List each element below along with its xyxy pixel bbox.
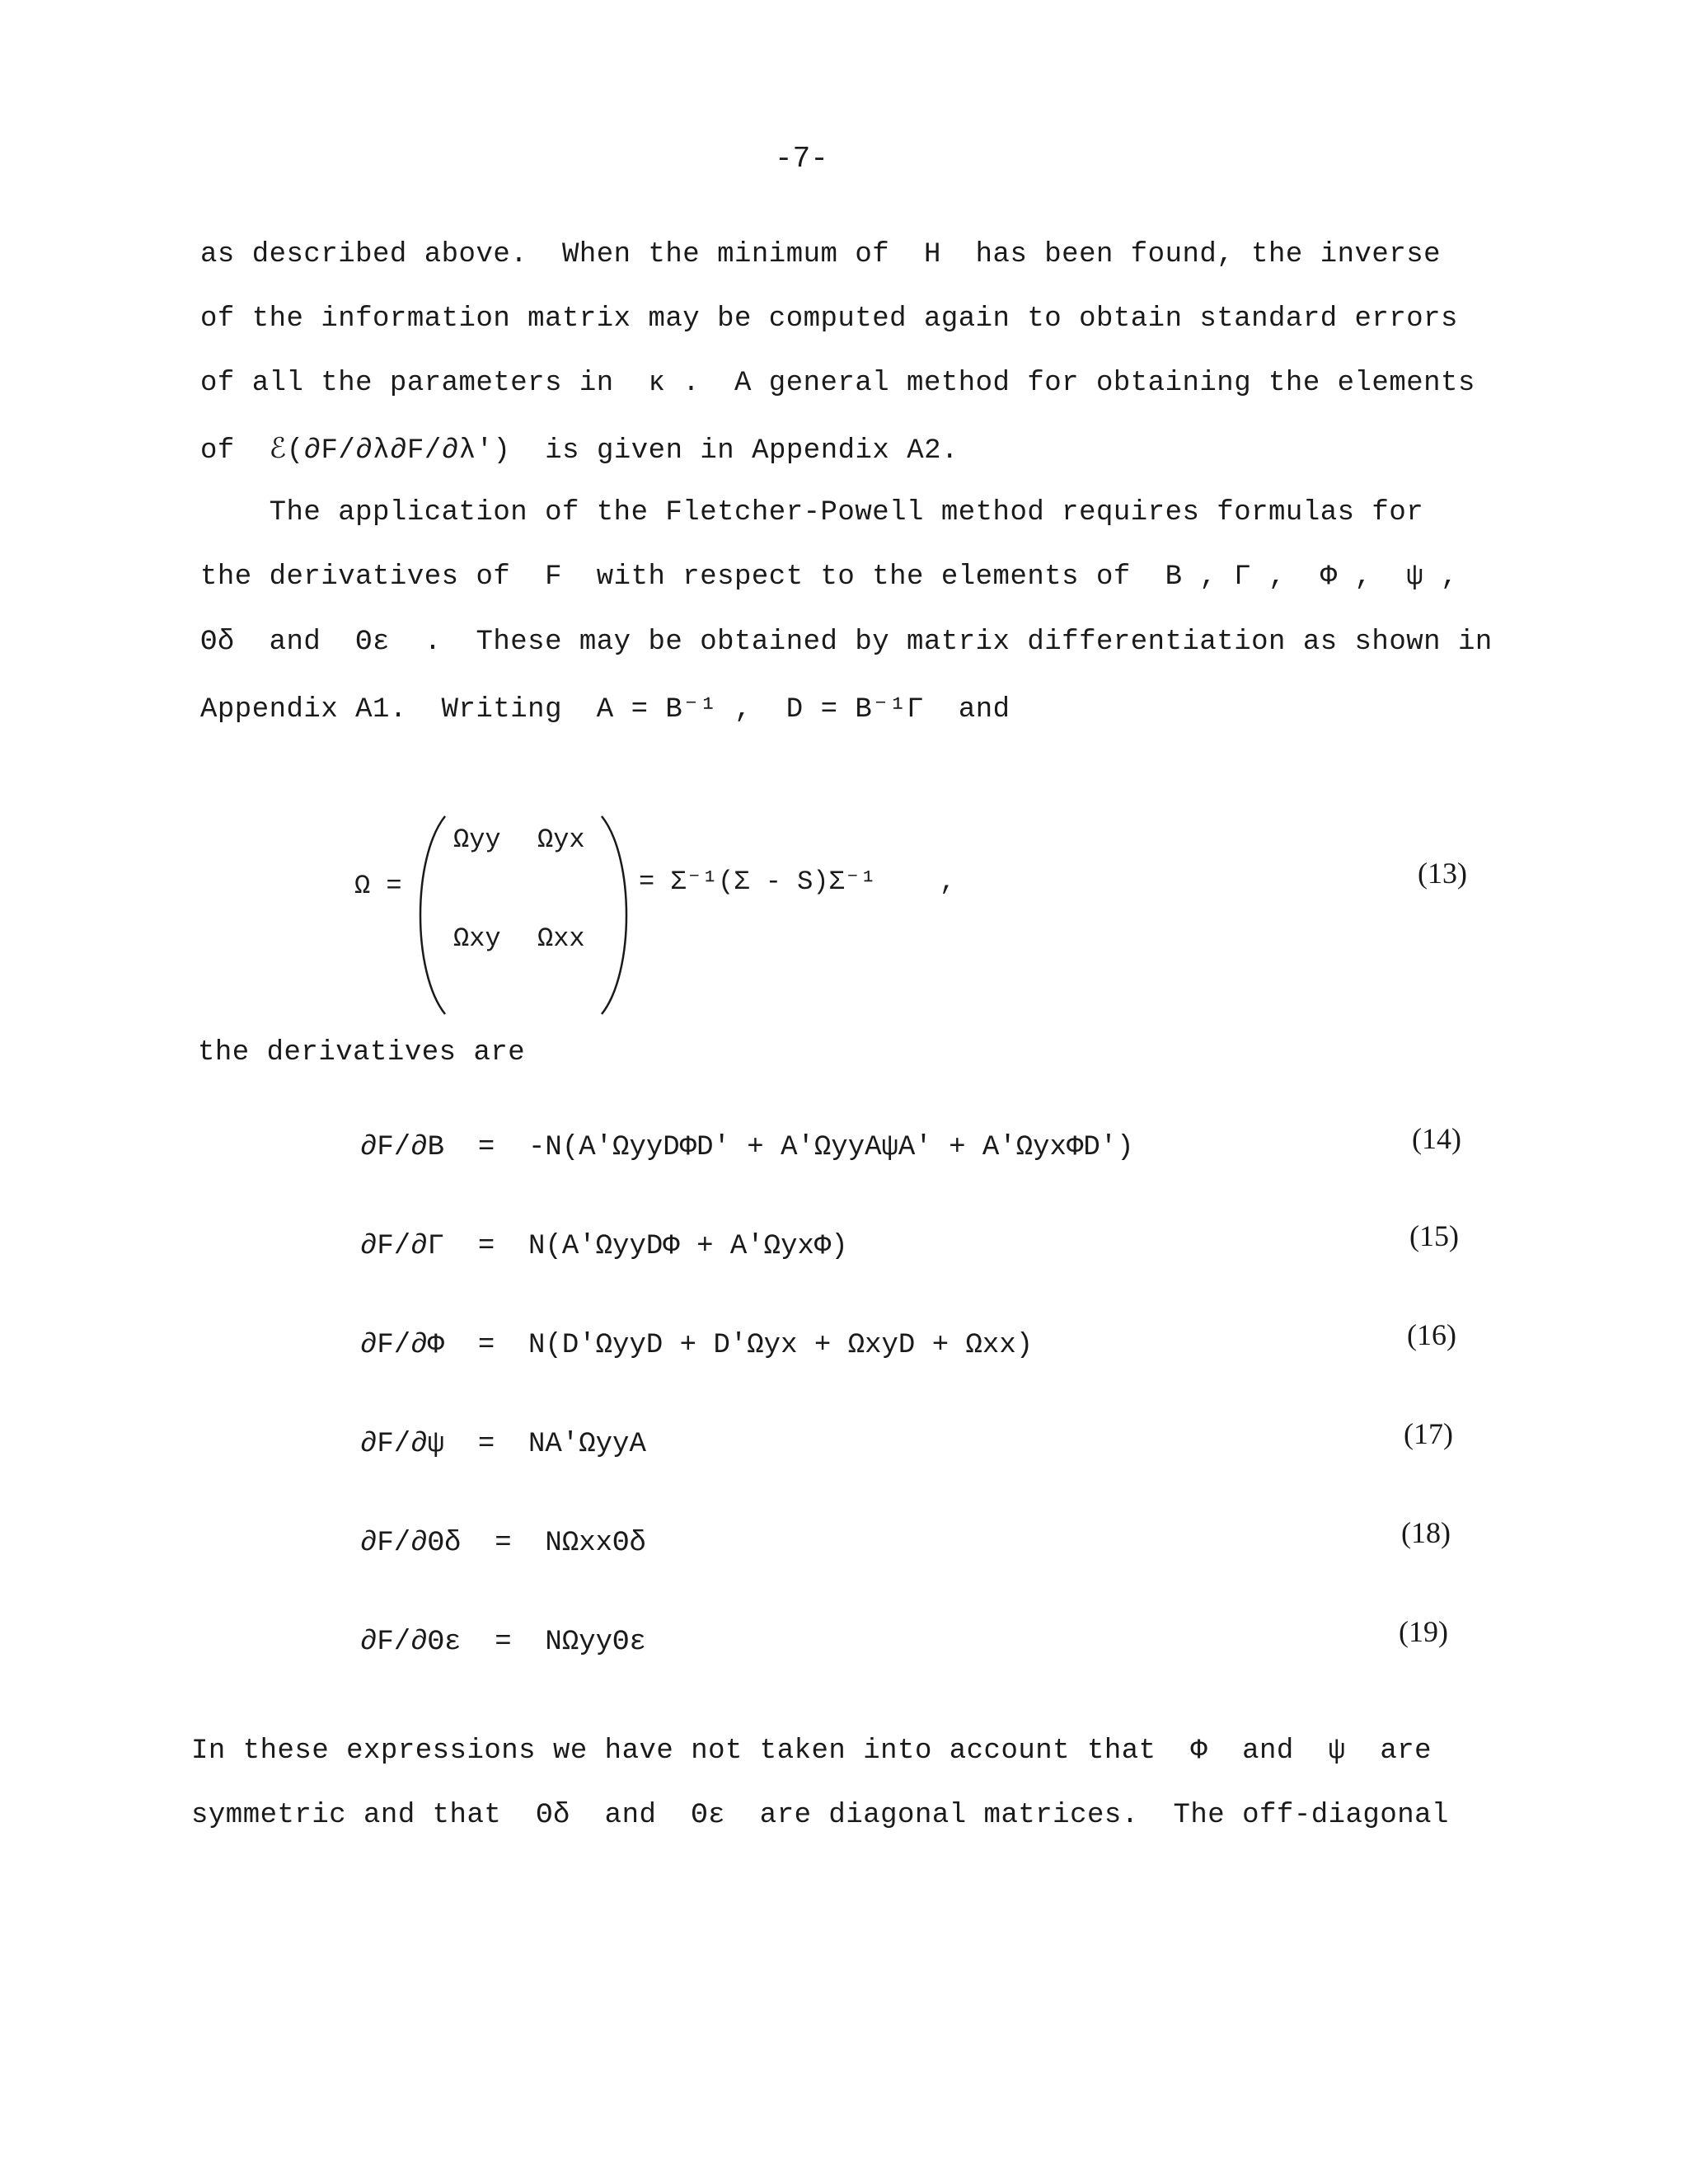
equation-17: ∂F/∂ψ = NA'ΩyyA — [360, 1429, 646, 1460]
text-line: as described above. When the minimum of H has been found, the inverse — [200, 239, 1442, 270]
page-number: -7- — [775, 142, 828, 176]
matrix-cell-22: Ωxx — [537, 923, 585, 954]
derivatives-intro: the derivatives are — [198, 1037, 526, 1069]
matrix-equation-13 — [354, 808, 1508, 1022]
equation-number: (16) — [1407, 1318, 1456, 1351]
equation-15: ∂F/∂Γ = N(A'ΩyyDΦ + A'ΩyxΦ) — [360, 1231, 848, 1262]
equation-number: (14) — [1412, 1122, 1461, 1155]
text-line: of all the parameters in κ . A general method for obtaining the elements — [200, 368, 1475, 399]
text-line: symmetric and that Θδ and Θε are diagonal matrices. The off-diagonal — [191, 1800, 1449, 1831]
text-line: Θδ and Θε . These may be obtained by matrix differentiation as shown in — [200, 627, 1493, 658]
text-line: of ℰ(∂F/∂λ∂F/∂λ') is given in Appendix A2. — [200, 435, 959, 467]
equation-number: (13) — [1418, 857, 1467, 890]
equation-16: ∂F/∂Φ = N(D'ΩyyD + D'Ωyx + ΩxyD + Ωxx) — [360, 1330, 1034, 1361]
text-line: of the information matrix may be computed again to obtain standard errors — [200, 303, 1458, 335]
matrix-cell-11: Ωyy — [453, 824, 501, 855]
matrix-rhs: = Σ⁻¹(Σ - S)Σ⁻¹ , — [639, 867, 956, 897]
equation-number: (18) — [1401, 1516, 1451, 1549]
equation-14: ∂F/∂B = -N(A'ΩyyDΦD' + A'ΩyyAψA' + A'ΩyxΦD') — [360, 1132, 1134, 1163]
text-line: In these expressions we have not taken into account that Φ and ψ are — [191, 1735, 1432, 1767]
equation-18: ∂F/∂Θδ = NΩxxΘδ — [360, 1528, 646, 1559]
text-line: Appendix A1. Writing A = B⁻¹ , D = B⁻¹Γ and — [200, 694, 1010, 726]
text-line: the derivatives of F with respect to the elements of B , Γ , Φ , ψ , — [200, 561, 1458, 593]
equation-number: (17) — [1404, 1417, 1453, 1450]
equation-number: (15) — [1409, 1219, 1459, 1252]
matrix-lhs: Ω = — [354, 871, 402, 901]
matrix-cell-12: Ωyx — [537, 824, 585, 855]
equation-19: ∂F/∂Θε = NΩyyΘε — [360, 1627, 646, 1658]
equation-number: (19) — [1399, 1615, 1448, 1648]
text-line: The application of the Fletcher-Powell method requires formulas for — [200, 497, 1424, 528]
matrix-cell-21: Ωxy — [453, 923, 501, 954]
matrix-brackets — [354, 808, 651, 1022]
